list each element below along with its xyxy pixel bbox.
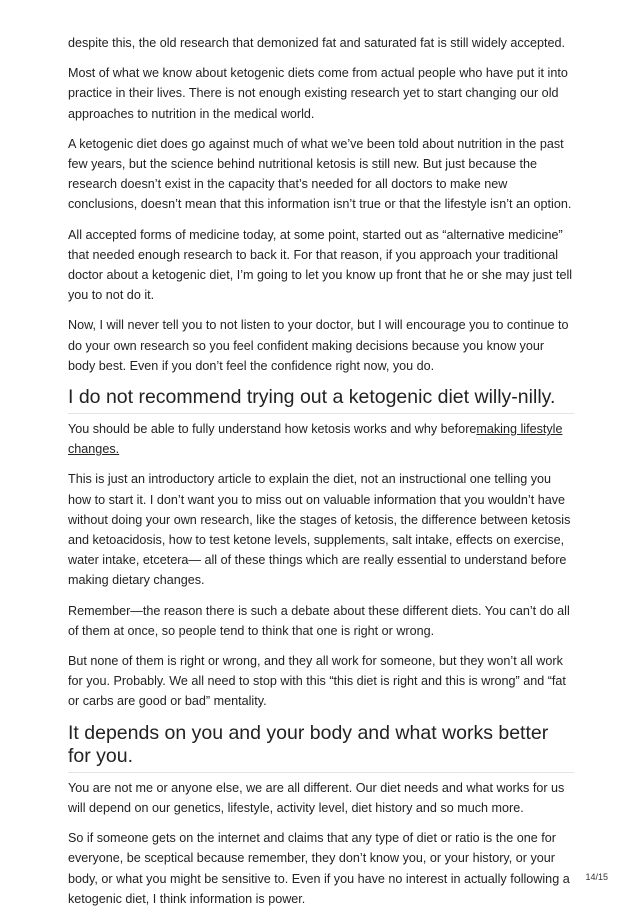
paragraph: All accepted forms of medicine today, at some point, started out as “alternative medicine” that needed enough research to back it. For that reason, if you approach your traditional doctor about a ketogenic diet, I’m going to let you know up front that he or she may just tell you to not do it. (68, 227, 573, 303)
paragraph: despite this, the old research that demonized fat and saturated fat is still widely accepted. (68, 36, 566, 50)
making-lifestyle-changes-link[interactable]: making lifestyle changes. (68, 422, 563, 457)
heading-divider (68, 772, 574, 773)
page-number: 14/15 (585, 872, 608, 882)
paragraph (68, 419, 574, 459)
paragraph: You are not me or anyone else, we are all different. Our diet needs and what works for us will depend on our genetics, lifestyle, activity level, diet history and so much more. (68, 780, 565, 815)
paragraph-text: You should be able to fully understand how ketosis works and why before (68, 422, 477, 437)
paragraph: Remember—the reason there is such a debate about these different diets. You can’t do all of them at once, so people tend to think that one is right or wrong. (68, 603, 570, 638)
paragraph: Most of what we know about ketogenic diets come from actual people who have put it into practice in their lives. There is not enough existing research yet to start changing our old approaches to nutrition in the medical world. (68, 66, 568, 121)
section-heading: I do not recommend trying out a ketogenic diet willy-nilly. (68, 386, 556, 409)
paragraph: But none of them is right or wrong, and they all work for someone, but they won’t all work for you. Probably. We all need to stop with this “this diet is right and this is wrong” and “fat or carbs are good or bad” mentality. (68, 654, 566, 709)
heading-divider (68, 413, 574, 414)
paragraph: Now, I will never tell you to not listen to your doctor, but I will encourage you to continue to do your own research so you feel confident making decisions because you know your body best. Even if you don’t feel the confidence right now, you do. (68, 318, 569, 373)
paragraph: A ketogenic diet does go against much of what we’ve been told about nutrition in the past few years, but the science behind nutritional ketosis is still new. But just because the research doesn’t exist in the capacity that’s needed for all doctors to make new conclusions, doesn’t mean that this information isn’t true or that the lifestyle isn’t an option. (68, 136, 572, 212)
document-page (68, 33, 574, 919)
section-heading: It depends on you and your body and what works better for you. (68, 721, 549, 767)
paragraph: This is just an introductory article to explain the diet, not an instructional one telling you how to start it. I don’t want you to miss out on valuable information that you wouldn’t have without doing your own research, like the stages of ketosis, the difference between ketosis and ketoacidosis, how to test ketone levels, supplements, salt intake, effects on exercise, water intake, etcetera— all of these things which are really essential to understand before making dietary changes. (68, 472, 571, 588)
paragraph: So if someone gets on the internet and claims that any type of diet or ratio is the one for everyone, be sceptical because remember, they don’t know you, or your history, or your body, or what you might be sensitive to. Even if you have no interest in actually following a ketogenic diet, I think information is power. (68, 831, 570, 906)
